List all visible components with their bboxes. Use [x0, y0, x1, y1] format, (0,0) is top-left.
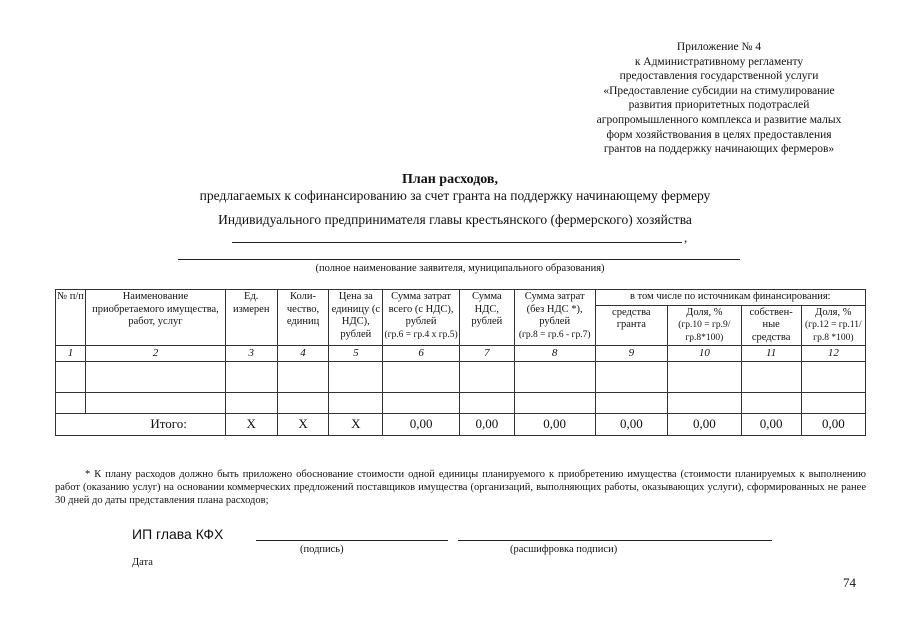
signature-caption: (подпись)	[300, 544, 344, 555]
table-cell[interactable]	[801, 393, 865, 414]
column-number: 11	[741, 346, 801, 362]
total-cell: 0,00	[595, 414, 668, 436]
footnote	[55, 468, 866, 507]
appendix-line: к Административному регламенту	[634, 55, 804, 68]
table-cell[interactable]	[329, 362, 383, 393]
table-cell[interactable]	[514, 393, 595, 414]
total-cell: 0,00	[514, 414, 595, 436]
header-own-share-formula: (гр.12 = гр.11/гр.8 *100)	[805, 320, 862, 343]
column-number: 7	[459, 346, 514, 362]
signature-label: ИП глава КФХ	[132, 526, 224, 542]
table-row	[56, 393, 866, 414]
table-cell[interactable]	[459, 393, 514, 414]
expense-plan-table	[55, 289, 866, 436]
table-cell[interactable]	[801, 362, 865, 393]
header-price: Цена за единицу (с НДС), рублей	[329, 290, 383, 346]
signature-decode-caption: (расшифровка подписи)	[510, 544, 618, 555]
header-sum-no-vat-label: Сумма затрат (без НДС *), рублей	[524, 291, 585, 327]
table-cell[interactable]	[741, 362, 801, 393]
header-unit: Ед. измерен	[225, 290, 277, 346]
table-cell[interactable]	[277, 362, 329, 393]
header-sum-total	[383, 290, 460, 346]
table-cell[interactable]	[459, 362, 514, 393]
column-number: 4	[277, 346, 329, 362]
header-row	[56, 290, 866, 306]
header-name: Наименование приобретаемого имущества, работ, услуг	[86, 290, 226, 346]
table-cell[interactable]	[56, 362, 86, 393]
table-cell[interactable]	[741, 393, 801, 414]
header-sum-no-vat-formula: (гр.8 = гр.6 - гр.7)	[518, 329, 591, 340]
column-number: 3	[225, 346, 277, 362]
signature-line[interactable]	[256, 540, 448, 541]
total-row	[56, 414, 866, 436]
appendix-line: грантов на поддержку начинающих фермеров»	[603, 143, 835, 156]
table-cell[interactable]	[595, 362, 668, 393]
table-cell[interactable]	[668, 393, 742, 414]
header-grant-share-formula: (гр.10 = гр.9/гр.8*100)	[678, 320, 731, 343]
appendix-line: Приложение № 4	[676, 41, 762, 53]
applicant-caption: (полное наименование заявителя, муниципального образования)	[315, 263, 605, 274]
table-cell[interactable]	[86, 393, 226, 414]
column-number-row	[56, 346, 866, 362]
signature-decode-line[interactable]	[458, 540, 772, 541]
appendix-header	[560, 40, 878, 157]
appendix-line: форм хозяйствования в целях предоставления	[606, 128, 832, 141]
header-num: № п/п	[56, 290, 86, 346]
column-number: 1	[56, 346, 86, 362]
appendix-line: агропромышленного комплекса и развитие малых	[596, 113, 842, 126]
column-number: 9	[595, 346, 668, 362]
column-number: 2	[86, 346, 226, 362]
total-cell: 0,00	[801, 414, 865, 436]
total-cell: 0,00	[383, 414, 460, 436]
header-vat: Сумма НДС, рублей	[459, 290, 514, 346]
header-own: собствен-ные средства	[741, 305, 801, 346]
table-cell[interactable]	[86, 362, 226, 393]
header-qty: Коли-чество, единиц	[277, 290, 329, 346]
table-cell[interactable]	[595, 393, 668, 414]
table-cell[interactable]	[225, 362, 277, 393]
table-cell[interactable]	[383, 362, 460, 393]
total-cell: 0,00	[741, 414, 801, 436]
total-cell: X	[225, 414, 277, 436]
applicant-type: Индивидуального предпринимателя главы крестьянского (фермерского) хозяйства	[218, 212, 692, 227]
date-label: Дата	[132, 557, 153, 568]
table-row	[56, 362, 866, 393]
header-sum-total-formula: (гр.6 = гр.4 х гр.5)	[384, 329, 458, 340]
column-number: 12	[801, 346, 865, 362]
column-number: 8	[514, 346, 595, 362]
table-cell[interactable]	[383, 393, 460, 414]
table-cell[interactable]	[56, 393, 86, 414]
header-grant: средства гранта	[595, 305, 668, 346]
header-grant-share-label: Доля, %	[686, 306, 723, 318]
header-sum-total-label: Сумма затрат всего (с НДС), рублей	[388, 291, 454, 327]
header-sources: в том числе по источникам финансирования:	[595, 290, 865, 306]
total-cell: 0,00	[668, 414, 742, 436]
header-sum-no-vat	[514, 290, 595, 346]
page-number: 74	[843, 575, 856, 590]
header-own-share-label: Доля, %	[815, 306, 852, 318]
header-grant-share	[668, 305, 742, 346]
appendix-line: предоставления государственной услуги	[619, 70, 819, 83]
total-cell: X	[329, 414, 383, 436]
total-cell: 0,00	[459, 414, 514, 436]
applicant-municipality-line	[178, 259, 740, 260]
appendix-line: «Предоставление субсидии на стимулирование	[603, 84, 835, 97]
table-cell[interactable]	[225, 393, 277, 414]
appendix-line: развития приоритетных подотраслей	[628, 99, 810, 112]
table-cell[interactable]	[668, 362, 742, 393]
table-cell[interactable]	[329, 393, 383, 414]
table-cell[interactable]	[514, 362, 595, 393]
total-label: Итого:	[56, 414, 226, 436]
document-subtitle: предлагаемых к софинансированию за счет гранта на поддержку начинающему фермеру	[199, 188, 711, 203]
header-own-share	[801, 305, 865, 346]
applicant-name-line	[232, 242, 682, 243]
column-number: 6	[383, 346, 460, 362]
table-cell[interactable]	[277, 393, 329, 414]
document-title: План расходов,	[402, 172, 498, 187]
column-number: 5	[329, 346, 383, 362]
column-number: 10	[668, 346, 742, 362]
total-cell: X	[277, 414, 329, 436]
comma: ,	[684, 230, 688, 245]
footnote-text: * К плану расходов должно быть приложено обоснование стоимости одной единицы планируемого к приобретению имущества (стоимости планируемых к выполнению работ (оказанию услуг) на основании коммерческих предложений поставщиков имущества (организаций, выполняющих работы, оказывающих услуги), сформированных не ранее 30 дней до даты представления плана расходов;	[55, 469, 866, 506]
